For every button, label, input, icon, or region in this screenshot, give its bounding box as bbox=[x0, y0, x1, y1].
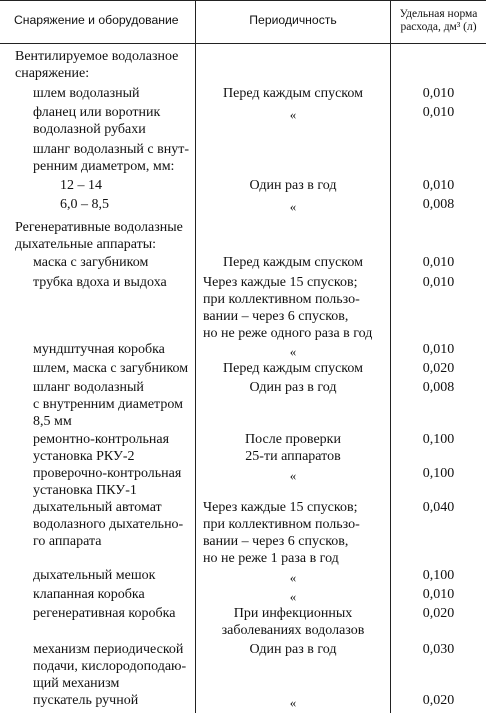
item-name: установка РКУ-2 bbox=[33, 449, 135, 464]
item-norm: 0,008 bbox=[422, 380, 455, 395]
item-period: Перед каждым спуском bbox=[223, 361, 363, 376]
item-period: при коллективном пользо- bbox=[203, 292, 360, 307]
item-name: 6,0 – 8,5 bbox=[60, 197, 109, 212]
item-name: регенеративная коробка bbox=[33, 606, 176, 621]
item-period: Один раз в год bbox=[249, 642, 337, 657]
ditto-mark: « bbox=[289, 199, 297, 214]
item-period: После проверки bbox=[245, 432, 341, 447]
ditto-mark: « bbox=[289, 695, 297, 710]
ditto-mark: « bbox=[289, 589, 297, 604]
item-name: водолазной рубахи bbox=[33, 122, 146, 137]
item-name: фланец или воротник bbox=[33, 105, 161, 120]
item-name: дыхательный автомат bbox=[33, 500, 162, 515]
item-name: маска с загубником bbox=[33, 255, 149, 270]
item-period: заболеваниях водолазов bbox=[221, 623, 365, 638]
item-norm: 0,010 bbox=[422, 105, 455, 120]
item-period: но не реже 1 раза в год bbox=[203, 551, 339, 566]
item-norm: 0,020 bbox=[422, 693, 455, 708]
table-top-rule bbox=[0, 0, 486, 1]
item-norm: 0,010 bbox=[422, 86, 455, 101]
item-norm: 0,010 bbox=[422, 255, 455, 270]
item-norm: 0,030 bbox=[422, 642, 455, 657]
item-norm: 0,020 bbox=[422, 606, 455, 621]
item-name: пускатель ручной bbox=[33, 693, 139, 708]
item-name: шлем водолазный bbox=[33, 86, 140, 101]
item-norm: 0,008 bbox=[422, 197, 455, 212]
item-name: дыхательный мешок bbox=[33, 568, 156, 583]
item-period: 25-ти аппаратов bbox=[245, 449, 341, 464]
item-name: 8,5 мм bbox=[33, 414, 72, 429]
item-norm: 0,020 bbox=[422, 361, 455, 376]
item-name: шланг водолазный bbox=[33, 380, 144, 395]
header-col-norm-line1: Удельная норма bbox=[399, 8, 478, 20]
header-col-periodicity: Периодичность bbox=[249, 13, 337, 27]
item-name: 12 – 14 bbox=[60, 178, 102, 193]
item-name: мундштучная коробка bbox=[33, 342, 165, 357]
header-col-norm-line2: расхода, дм³ (л) bbox=[400, 21, 477, 33]
item-period: Через каждые 15 спусков; bbox=[203, 275, 358, 290]
ditto-mark: « bbox=[289, 570, 297, 585]
item-period: Перед каждым спуском bbox=[223, 86, 363, 101]
item-name: шланг водолазный с внут- bbox=[33, 142, 189, 157]
item-name: установка ПКУ-1 bbox=[33, 483, 137, 498]
ditto-mark: « bbox=[289, 468, 297, 483]
item-name: подачи, кислородоподаю- bbox=[33, 659, 187, 674]
item-period: при коллективном пользо- bbox=[203, 517, 360, 532]
item-name: ремонтно-контрольная bbox=[33, 432, 170, 447]
section-title-line: снаряжение: bbox=[15, 66, 90, 81]
item-period: Один раз в год bbox=[249, 380, 337, 395]
item-norm: 0,010 bbox=[422, 275, 455, 290]
item-name: го аппарата bbox=[33, 534, 102, 549]
item-period: вании – через 6 спусков, bbox=[203, 309, 349, 324]
item-name: механизм периодической bbox=[33, 642, 184, 657]
item-norm: 0,100 bbox=[422, 568, 455, 583]
ditto-mark: « bbox=[289, 344, 297, 359]
item-norm: 0,100 bbox=[422, 466, 455, 481]
section-title-line: Регенеративные водолазные bbox=[15, 220, 183, 235]
section-title-line: Вентилируемое водолазное bbox=[15, 49, 179, 64]
item-name: клапанная коробка bbox=[33, 587, 145, 602]
item-name: проверочно-контрольная bbox=[33, 466, 182, 481]
item-period: вании – через 6 спусков, bbox=[203, 534, 349, 549]
item-name: трубка вдоха и выдоха bbox=[33, 275, 167, 290]
item-name: ренним диаметром, мм: bbox=[33, 159, 175, 174]
item-norm: 0,010 bbox=[422, 342, 455, 357]
table-header-rule bbox=[0, 43, 486, 44]
item-norm: 0,010 bbox=[422, 178, 455, 193]
item-name: с внутренним диаметром bbox=[33, 397, 183, 412]
item-period: Перед каждым спуском bbox=[223, 255, 363, 270]
item-norm: 0,040 bbox=[422, 500, 455, 515]
item-period: но не реже одного раза в год bbox=[203, 326, 373, 341]
item-period: При инфекционных bbox=[233, 606, 353, 621]
item-period: Через каждые 15 спусков; bbox=[203, 500, 358, 515]
ditto-mark: « bbox=[289, 107, 297, 122]
section-title-line: дыхательные аппараты: bbox=[15, 237, 157, 252]
item-name: щий механизм bbox=[33, 676, 120, 691]
item-name: шлем, маска с загубником bbox=[33, 361, 189, 376]
item-period: Один раз в год bbox=[249, 178, 337, 193]
item-norm: 0,010 bbox=[422, 587, 455, 602]
item-name: водолазного дыхательно- bbox=[33, 517, 184, 532]
header-col-equipment: Снаряжение и оборудование bbox=[14, 13, 179, 27]
item-norm: 0,100 bbox=[422, 432, 455, 447]
